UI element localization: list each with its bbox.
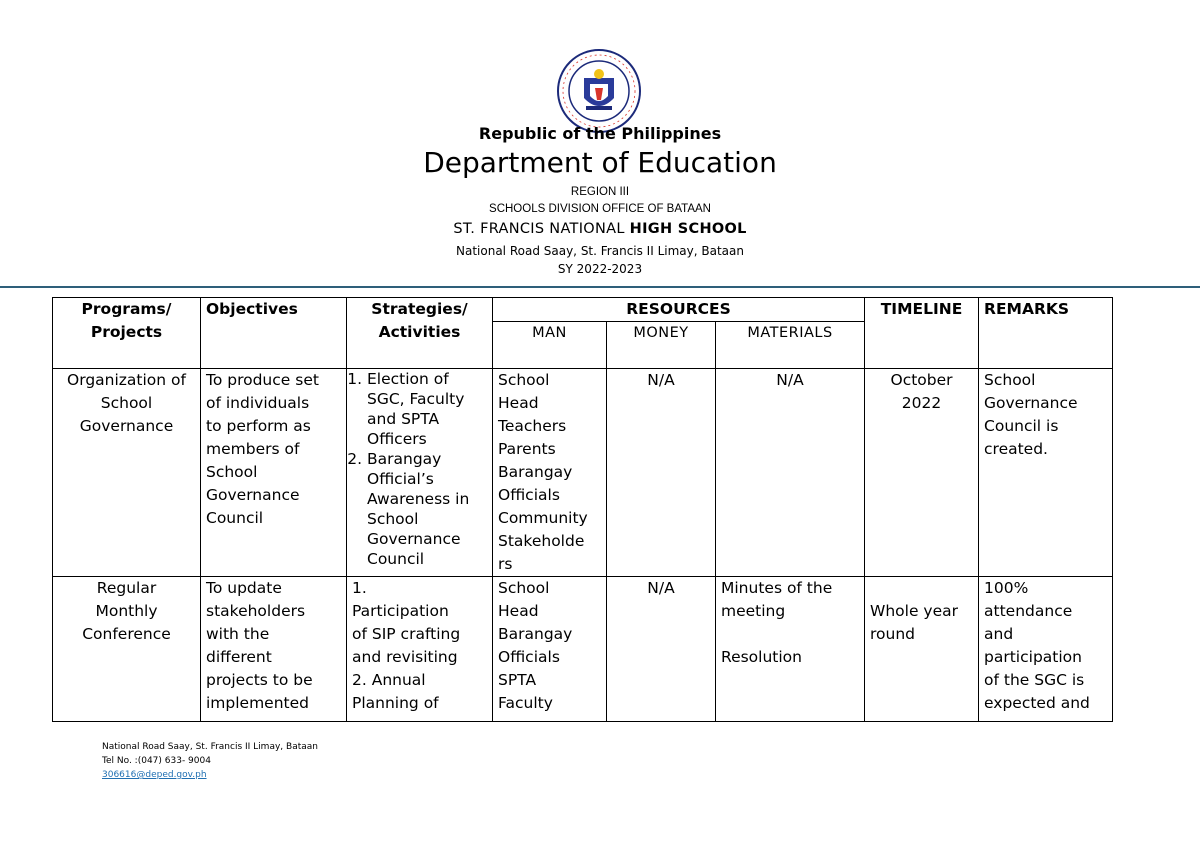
school-name-part-a: ST. FRANCIS NATIONAL xyxy=(453,221,630,237)
cell-line: 1. xyxy=(352,579,367,597)
header-remarks: REMARKS xyxy=(979,298,1113,369)
table-header-row xyxy=(53,298,1113,322)
cell-line: Regular xyxy=(96,579,157,597)
cell-line: Community xyxy=(498,509,588,527)
republic-heading: Republic of the Philippines xyxy=(478,124,722,143)
deped-seal-logo xyxy=(556,48,642,134)
table-row xyxy=(53,369,1113,577)
school-name-part-b: HIGH SCHOOL xyxy=(629,221,747,237)
school-address: National Road Saay, St. Francis II Limay, Bataan xyxy=(456,244,744,258)
department-title: Department of Education xyxy=(423,146,777,179)
cell-line: Officials xyxy=(498,648,560,666)
list-item: 1. Election of SGC, Faculty and SPTA Officers xyxy=(367,369,487,449)
cell-line: Conference xyxy=(82,625,171,643)
cell-line: and xyxy=(984,625,1014,643)
cell-line: SPTA xyxy=(498,671,537,689)
header-strategies-line: Strategies/ xyxy=(371,300,468,318)
cell-money: N/A xyxy=(607,577,716,722)
cell-line: different xyxy=(206,648,272,666)
cell-line: To update xyxy=(206,579,282,597)
header-resources: RESOURCES xyxy=(493,298,865,322)
cell-strategies xyxy=(347,577,493,722)
cell-line: stakeholders xyxy=(206,602,306,620)
cell-line: expected and xyxy=(984,694,1090,712)
school-year: SY 2022-2023 xyxy=(557,262,643,276)
header-man: MAN xyxy=(493,322,607,369)
cell-line: Teachers xyxy=(498,417,567,435)
region-label: REGION III xyxy=(570,186,630,198)
header-programs xyxy=(53,298,201,369)
cell-line: School xyxy=(498,579,550,597)
cell-line-blank xyxy=(870,577,973,600)
header-objectives: Objectives xyxy=(201,298,347,369)
cell-line: Head xyxy=(498,394,539,412)
cell-materials xyxy=(716,577,865,722)
cell-line: Governance xyxy=(206,486,300,504)
cell-line: Faculty xyxy=(498,694,553,712)
header-timeline: TIMELINE xyxy=(865,298,979,369)
cell-line: round xyxy=(870,625,916,643)
cell-line: Governance xyxy=(984,394,1078,412)
cell-materials: N/A xyxy=(716,369,865,577)
list-item: 2. Barangay Official’s Awareness in School Governance Council xyxy=(367,449,487,569)
cell-line: Parents xyxy=(498,440,556,458)
cell-line: and revisiting xyxy=(352,648,458,666)
cell-strategies xyxy=(347,369,493,577)
cell-timeline xyxy=(865,577,979,722)
cell-line: 2. Annual xyxy=(352,671,426,689)
school-name xyxy=(0,221,1200,237)
cell-line: School xyxy=(984,371,1036,389)
cell-line: rs xyxy=(498,555,513,573)
cell-line: Officials xyxy=(498,486,560,504)
cell-line: School xyxy=(498,371,550,389)
footer-address: National Road Saay, St. Francis II Limay, Bataan xyxy=(102,742,318,752)
cell-line: to perform as xyxy=(206,417,311,435)
cell-program xyxy=(53,577,201,722)
cell-line: Barangay xyxy=(498,463,573,481)
cell-line: Barangay xyxy=(498,625,573,643)
header-programs-line: Projects xyxy=(90,323,163,341)
cell-line: Planning of xyxy=(352,694,439,712)
header-strategies-line: Activities xyxy=(378,323,461,341)
cell-line: Head xyxy=(498,602,539,620)
cell-man xyxy=(493,577,607,722)
header-money: MONEY xyxy=(607,322,716,369)
action-plan-table xyxy=(52,297,1113,722)
page-footer xyxy=(102,740,318,782)
cell-line: Organization of xyxy=(67,371,186,389)
cell-line: Governance xyxy=(79,417,174,435)
cell-line: implemented xyxy=(206,694,309,712)
cell-line: October xyxy=(890,371,953,389)
cell-line: Council is xyxy=(984,417,1059,435)
cell-line: members of xyxy=(206,440,300,458)
cell-line-blank xyxy=(721,623,859,646)
cell-line: Minutes of the xyxy=(721,579,833,597)
header-divider xyxy=(0,286,1200,288)
cell-line: Stakeholde xyxy=(498,532,585,550)
cell-line: created. xyxy=(984,440,1048,458)
cell-line: School xyxy=(100,394,153,412)
cell-line: To produce set xyxy=(206,371,319,389)
cell-objective xyxy=(201,577,347,722)
table-row xyxy=(53,577,1113,722)
cell-remarks xyxy=(979,577,1113,722)
cell-line: with the xyxy=(206,625,270,643)
cell-man xyxy=(493,369,607,577)
cell-line: Resolution xyxy=(721,648,802,666)
cell-line: 2022 xyxy=(901,394,942,412)
cell-program xyxy=(53,369,201,577)
cell-objective xyxy=(201,369,347,577)
cell-line: projects to be xyxy=(206,671,313,689)
footer-email-link[interactable]: 306616@deped.gov.ph xyxy=(102,770,207,780)
cell-line: School xyxy=(206,463,258,481)
header-strategies xyxy=(347,298,493,369)
cell-line: 100% xyxy=(984,579,1029,597)
footer-tel: Tel No. :(047) 633- 9004 xyxy=(102,756,211,766)
cell-line: of the SGC is xyxy=(984,671,1085,689)
header-programs-line: Programs/ xyxy=(81,300,172,318)
cell-line: of SIP crafting xyxy=(352,625,461,643)
cell-line: Participation xyxy=(352,602,449,620)
header-materials: MATERIALS xyxy=(716,322,865,369)
cell-money: N/A xyxy=(607,369,716,577)
cell-line: Whole year xyxy=(870,602,958,620)
division-label: SCHOOLS DIVISION OFFICE OF BATAAN xyxy=(489,203,711,215)
cell-line: attendance xyxy=(984,602,1073,620)
cell-remarks xyxy=(979,369,1113,577)
cell-timeline xyxy=(865,369,979,577)
cell-line: participation xyxy=(984,648,1082,666)
strategies-list xyxy=(347,369,487,569)
cell-line: Council xyxy=(206,509,264,527)
cell-line: meeting xyxy=(721,602,786,620)
cell-line: of individuals xyxy=(206,394,310,412)
cell-line: Monthly xyxy=(95,602,158,620)
